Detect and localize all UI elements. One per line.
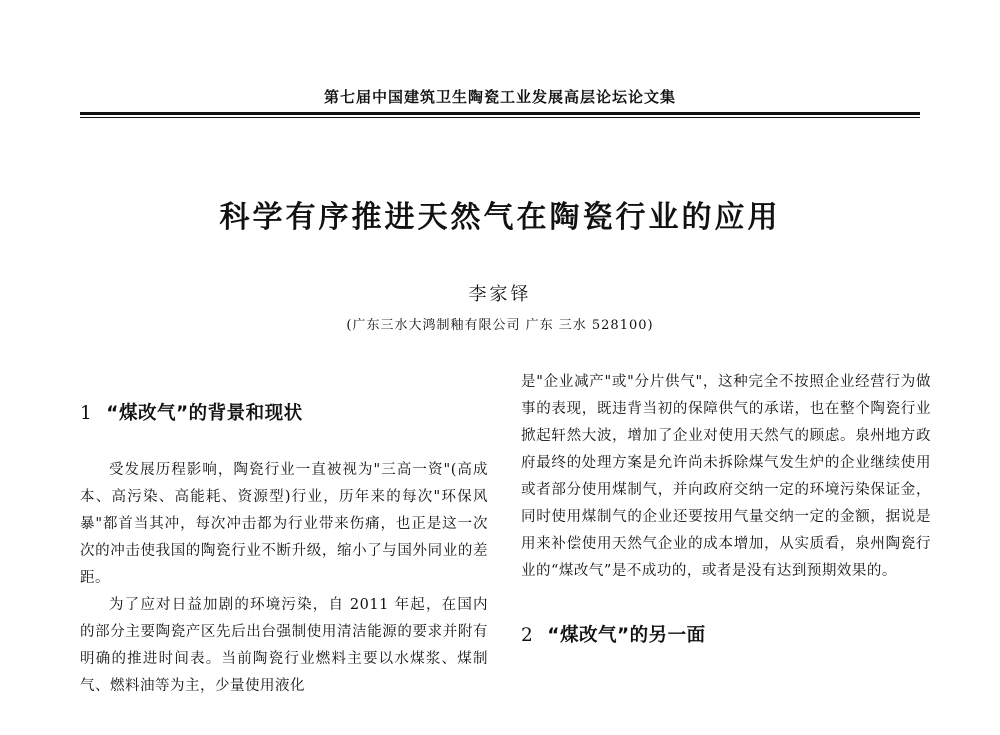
section-2-title: “煤改气”的另一面 — [547, 625, 706, 646]
author-affiliation: (广东三水大鸿制釉有限公司 广东 三水 528100) — [346, 318, 654, 333]
author-name: 李家铎 — [468, 284, 532, 305]
section-1-heading — [80, 400, 488, 427]
running-head: 第七届中国建筑卫生陶瓷工业发展高层论坛论文集 — [323, 88, 676, 106]
header-rule-thin — [80, 117, 920, 118]
right-column — [521, 369, 931, 649]
section-2-number: 2 — [521, 625, 534, 646]
continued-paragraph: 是"企业减产"或"分片供气"，这种完全不按照企业经营行为做事的表现，既违背当初的保障供气的承诺，也在整个陶瓷行业掀起轩然大波，增加了企业对使用天然气的顾虑。泉州地方政府最终的处理方案是允许尚未拆除煤气发生炉的企业继续使用或者部分使用煤制气，并向政府交纳一定的环境污染保证金，同时使用煤制气的企业还要按用气量交纳一定的金额，据说是用来补偿使用天然气企业的成本增加，从实质看，泉州陶瓷行业的“煤改气”是不成功的，或者是没有达到预期效果的。 — [521, 374, 931, 579]
section-1-title: “煤改气”的背景和现状 — [106, 403, 303, 424]
article-title: 科学有序推进天然气在陶瓷行业的应用 — [219, 200, 781, 235]
header-rule-thick — [80, 112, 920, 115]
left-column — [80, 370, 488, 700]
section-2-heading — [521, 622, 931, 649]
section-1-paragraph-2: 为了应对日益加剧的环境污染，自 2011 年起，在国内的部分主要陶瓷产区先后出台强制使用清洁能源的要求并附有明确的推进时间表。当前陶瓷行业燃料主要以水煤浆、煤制气、燃料油等为主，少量使用液化 — [80, 597, 488, 694]
section-1-paragraph-1: 受发展历程影响，陶瓷行业一直被视为"三高一资"(高成本、高污染、高能耗、资源型)行业，历年来的每次"环保风暴"都首当其冲，每次冲击都为行业带来伤痛，也正是这一次次的冲击使我国的陶瓷行业不断升级，缩小了与国外同业的差距。 — [80, 462, 488, 586]
section-1-number: 1 — [80, 403, 93, 424]
